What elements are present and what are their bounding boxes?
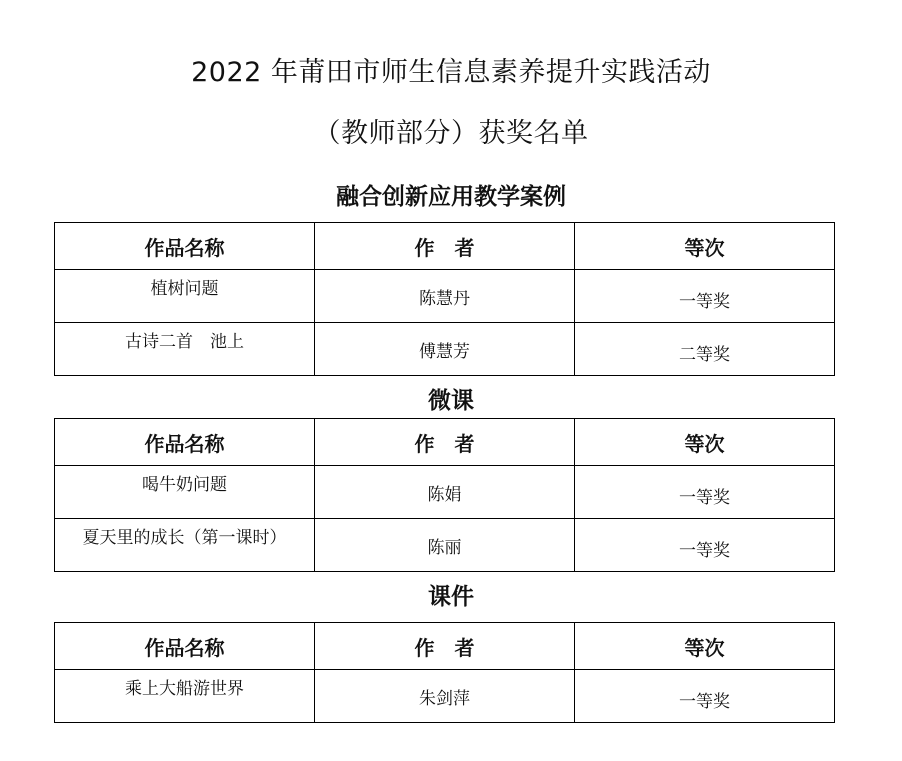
- table-row: [55, 466, 835, 519]
- work-name-cell: 夏天里的成长（第一课时）: [55, 519, 315, 572]
- table-row: [55, 670, 835, 723]
- section-title-micro-lesson: 微课: [428, 387, 474, 414]
- rank-cell: 一等奖: [575, 466, 835, 519]
- table-header-row: [55, 223, 835, 270]
- award-table-teaching-case: [54, 222, 835, 376]
- work-name-cell: 古诗二首 池上: [55, 323, 315, 376]
- header-author: 作 者: [315, 419, 575, 466]
- rank-cell: 一等奖: [575, 519, 835, 572]
- header-rank: 等次: [575, 623, 835, 670]
- section-title-teaching-case: 融合创新应用教学案例: [336, 183, 566, 210]
- table-header-row: [55, 419, 835, 466]
- rank-cell: 一等奖: [575, 670, 835, 723]
- table-row: [55, 323, 835, 376]
- table-header-row: [55, 623, 835, 670]
- document-title-line-2: （教师部分）获奖名单: [313, 118, 589, 149]
- header-work-name: 作品名称: [55, 223, 315, 270]
- table-row: [55, 270, 835, 323]
- header-author: 作 者: [315, 223, 575, 270]
- author-cell: 陈娟: [315, 466, 575, 519]
- section-title-courseware: 课件: [428, 583, 474, 610]
- author-cell: 傅慧芳: [315, 323, 575, 376]
- rank-cell: 二等奖: [575, 323, 835, 376]
- author-cell: 朱剑萍: [315, 670, 575, 723]
- author-cell: 陈慧丹: [315, 270, 575, 323]
- header-work-name: 作品名称: [55, 623, 315, 670]
- header-work-name: 作品名称: [55, 419, 315, 466]
- work-name-cell: 植树问题: [55, 270, 315, 323]
- work-name-cell: 乘上大船游世界: [55, 670, 315, 723]
- header-rank: 等次: [575, 223, 835, 270]
- award-table-micro-lesson: [54, 418, 835, 572]
- header-rank: 等次: [575, 419, 835, 466]
- table-row: [55, 519, 835, 572]
- header-author: 作 者: [315, 623, 575, 670]
- author-cell: 陈丽: [315, 519, 575, 572]
- work-name-cell: 喝牛奶问题: [55, 466, 315, 519]
- rank-cell: 一等奖: [575, 270, 835, 323]
- document-title-line-1: 2022 年莆田市师生信息素养提升实践活动: [191, 57, 711, 88]
- award-table-courseware: [54, 622, 835, 723]
